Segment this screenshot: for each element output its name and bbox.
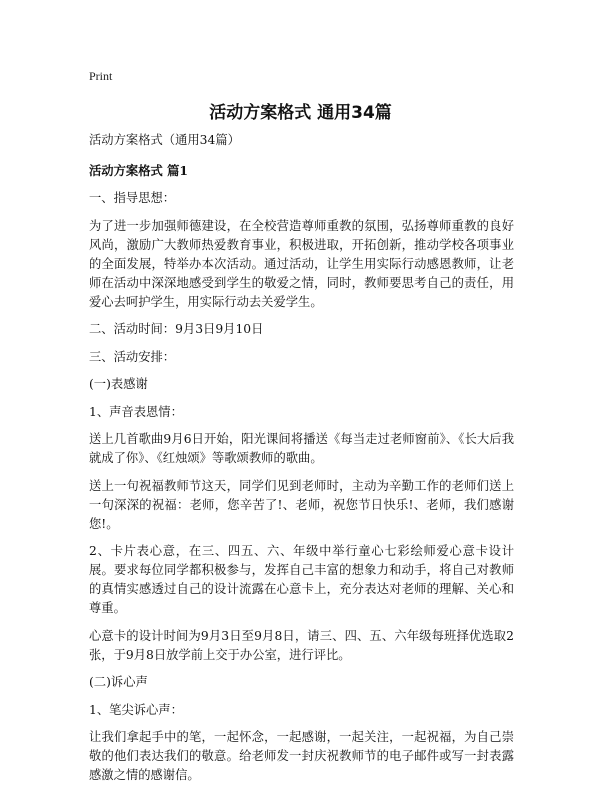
subheading-express-thanks: (一)表感谢 — [89, 377, 148, 391]
section-heading: 活动方案格式 篇1 — [89, 163, 188, 178]
subheading-heart-voice: (二)诉心声 — [89, 675, 148, 689]
page-title: 活动方案格式 通用34篇 — [209, 103, 392, 123]
heading-guiding-ideology: 一、指导思想： — [89, 191, 176, 205]
heading-activity-arrangement: 三、活动安排： — [89, 349, 176, 364]
document-subtitle: 活动方案格式（通用34篇） — [89, 133, 240, 147]
paragraph-blessing: 送上一句祝福教师节这天，同学们见到老师时，主动为辛勤工作的老师们送上一句深深的祝福：老师，您辛苦了!、老师，祝您节日快乐!、老师，我们感谢您!。 — [89, 478, 514, 531]
document-body — [89, 131, 514, 794]
heading-activity-time: 二、活动时间：9月3日9月10日 — [89, 322, 264, 336]
item-voice-gratitude: 1、声音表恩情： — [89, 404, 183, 419]
print-label: Print — [89, 69, 113, 83]
paragraph-card-design: 2、卡片表心意，在三、四五、六、年级中举行童心七彩绘师爱心意卡设计展。要求每位同学都积极参与，发挥自己丰富的想象力和动手，将自己对教师的真情实感透过自己的设计流露在心意卡上，充分表达对老师的理解、关心和尊重。 — [89, 544, 514, 615]
paragraph-card-schedule: 心意卡的设计时间为9月3日至9月8日，请三、四、五、六年级每班择优选取2张，于9月8日放学前上交于办公室，进行评比。 — [89, 628, 514, 662]
paragraph-guiding-ideology: 为了进一步加强师德建设，在全校营造尊师重教的氛围，弘扬尊师重教的良好风尚，激励广大教师热爱教育事业，积极进取，开拓创新，推动学校各项事业的全面发展，特举办本次活动。通过活动，让学生用实际行动感恩教师，让老师在活动中深深地感受到学生的敬爱之情，同时，教师要思考自己的责任，用爱心去呵护学生，用实际行动去关爱学生。 — [89, 218, 514, 309]
item-pen-voice: 1、笔尖诉心声： — [89, 702, 183, 717]
paragraph-songs: 送上几首歌曲9月6日开始，阳光课间将播送《每当走过老师窗前》、《长大后我就成了你》、《红烛颂》等歌颂教师的歌曲。 — [89, 432, 514, 465]
paragraph-letter: 让我们拿起手中的笔，一起怀念，一起感谢，一起关注，一起祝福，为自己崇敬的他们表达我们的敬意。给老师发一封庆祝教师节的电子邮件或写一封表露感激之情的感谢信。 — [89, 730, 514, 782]
